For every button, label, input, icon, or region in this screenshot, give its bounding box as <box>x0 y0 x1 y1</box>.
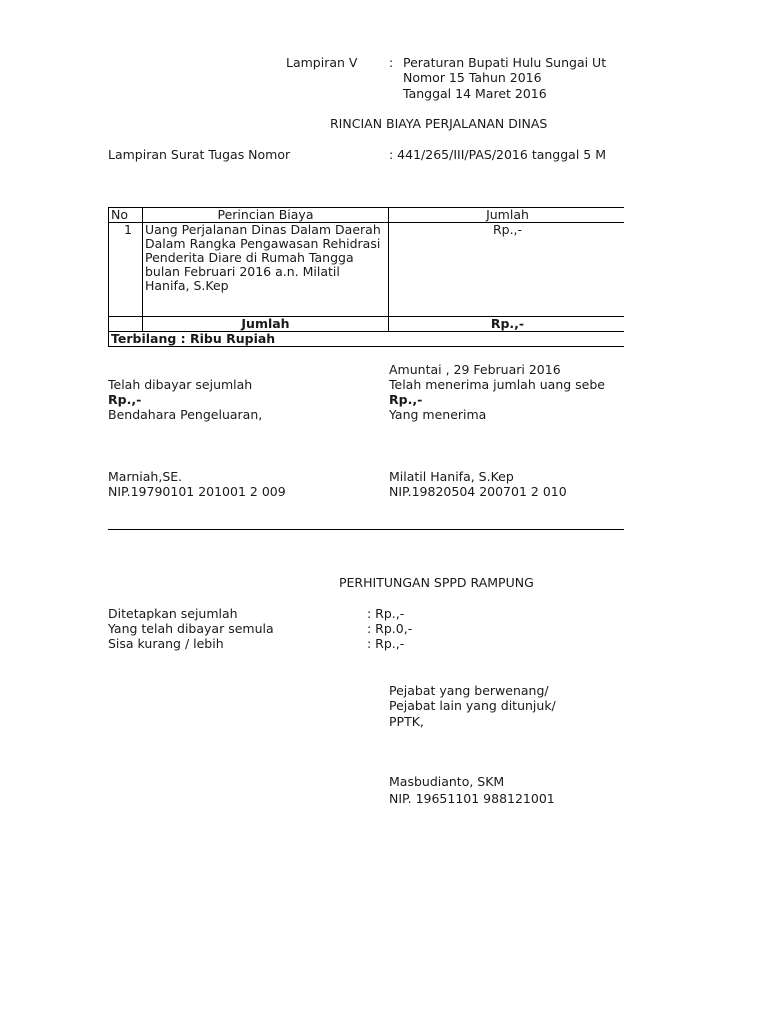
assignment-label: Lampiran Surat Tugas Nomor <box>108 147 291 162</box>
treasurer-nip: NIP.19790101 201001 2 009 <box>108 484 286 499</box>
assignment-value: : 441/265/III/PAS/2016 tanggal 5 M <box>389 147 606 162</box>
treasurer-name: Marniah,SE. <box>108 469 183 484</box>
official-nip: NIP. 19651101 988121001 <box>389 791 555 806</box>
header-jumlah: Jumlah <box>389 208 625 223</box>
lampiran-colon: : <box>389 55 394 70</box>
calculation-title: PERHITUNGAN SPPD RAMPUNG <box>339 575 534 590</box>
header-perincian: Perincian Biaya <box>143 208 389 223</box>
total-row <box>109 317 625 332</box>
official-name: Masbudianto, SKM <box>389 774 505 789</box>
calc-value-3: : Rp.,- <box>367 636 405 651</box>
total-value: Rp.,- <box>389 317 625 332</box>
terbilang-row <box>109 332 625 347</box>
receiver-role: Yang menerima <box>389 407 487 422</box>
row-perincian: Uang Perjalanan Dinas Dalam Daerah Dalam Rangka Pengawasan Rehidrasi Penderita Diare di Rumah Tangga bulan Februari 2016 a.n. Milatil Hanifa, S.Kep <box>143 223 389 317</box>
regulation-line-3: Tanggal 14 Maret 2016 <box>403 86 547 101</box>
table-row <box>109 223 625 317</box>
official-line-2: Pejabat lain yang ditunjuk/ <box>389 698 556 713</box>
paid-amount: Rp.,- <box>108 392 142 407</box>
regulation-line-1: Peraturan Bupati Hulu Sungai Ut <box>403 55 607 70</box>
table-header-row <box>109 208 625 223</box>
cost-table <box>108 207 624 347</box>
received-label: Telah menerima jumlah uang sebe <box>389 377 605 392</box>
receiver-nip: NIP.19820504 200701 2 010 <box>389 484 567 499</box>
calc-label-2: Yang telah dibayar semula <box>108 621 274 636</box>
treasurer-role: Bendahara Pengeluaran, <box>108 407 263 422</box>
calc-value-1: : Rp.,- <box>367 606 405 621</box>
total-label: Jumlah <box>143 317 389 332</box>
calc-label-1: Ditetapkan sejumlah <box>108 606 238 621</box>
official-line-3: PPTK, <box>389 714 424 729</box>
lampiran-label: Lampiran V <box>286 55 358 70</box>
paid-label: Telah dibayar sejumlah <box>108 377 253 392</box>
section-divider <box>108 529 624 530</box>
row-no: 1 <box>109 223 143 317</box>
place-date: Amuntai , 29 Februari 2016 <box>389 362 561 377</box>
receiver-name: Milatil Hanifa, S.Kep <box>389 469 514 484</box>
official-line-1: Pejabat yang berwenang/ <box>389 683 549 698</box>
total-empty <box>109 317 143 332</box>
terbilang-text: Terbilang : Ribu Rupiah <box>109 332 625 347</box>
header-no: No <box>109 208 143 223</box>
row-jumlah: Rp.,- <box>389 223 625 317</box>
received-amount: Rp.,- <box>389 392 423 407</box>
regulation-line-2: Nomor 15 Tahun 2016 <box>403 70 542 85</box>
document-title: RINCIAN BIAYA PERJALANAN DINAS <box>330 116 548 131</box>
calc-label-3: Sisa kurang / lebih <box>108 636 224 651</box>
calc-value-2: : Rp.0,- <box>367 621 413 636</box>
